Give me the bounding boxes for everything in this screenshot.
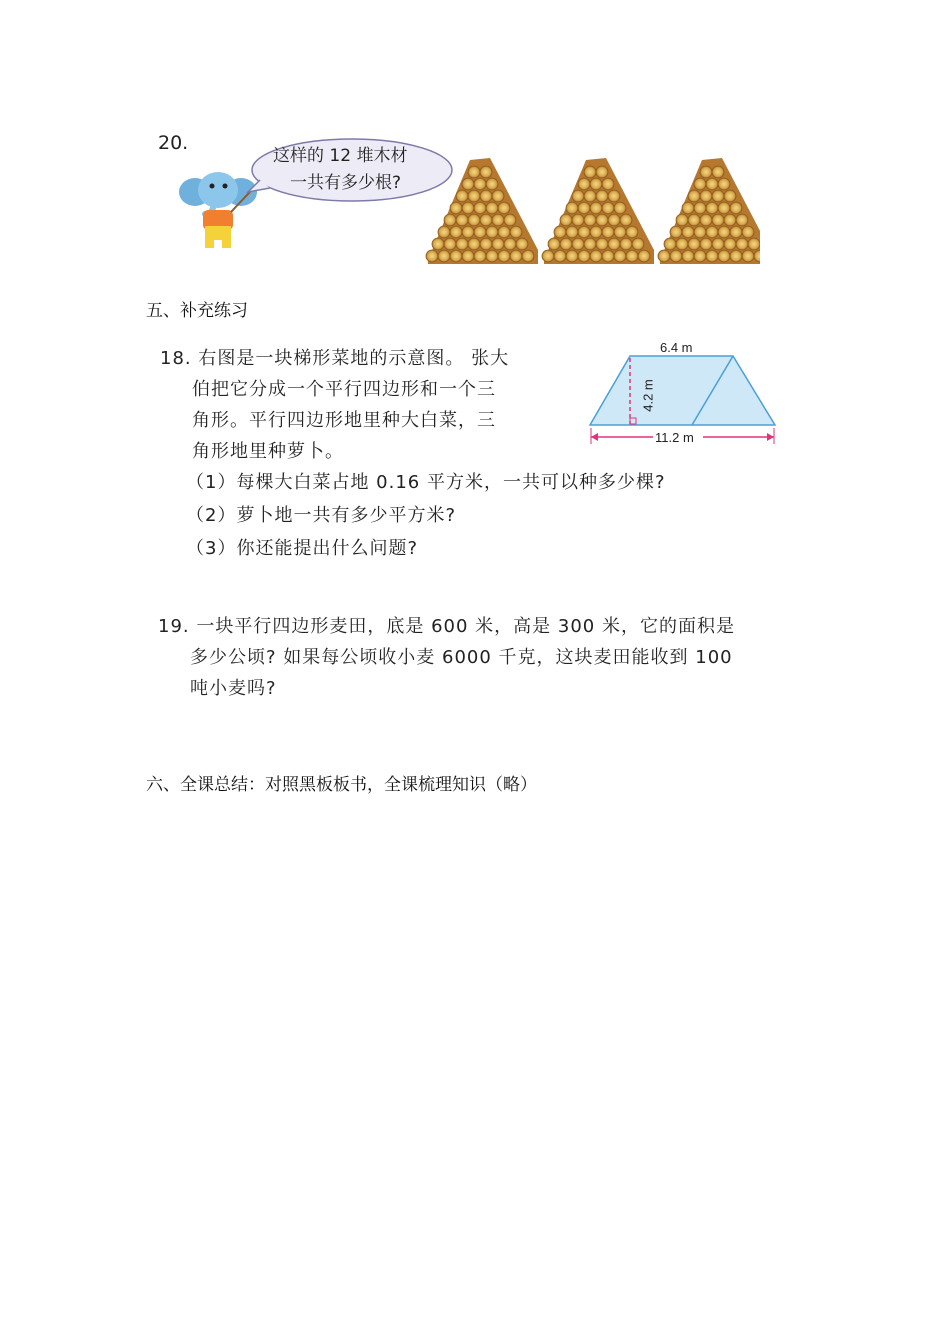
top-dimension-label: 6.4 m	[660, 340, 693, 355]
section-5-heading: 五、补充练习	[146, 301, 248, 321]
problem-18-line-4: 角形地里种萝卜。	[192, 441, 344, 462]
bubble-line-1: 这样的 12 堆木材	[273, 146, 408, 166]
bottom-dimension-label: 11.2 m	[655, 430, 694, 445]
problem-18-line-2: 伯把它分成一个平行四边形和一个三	[192, 379, 496, 400]
section-6-heading: 六、全课总结：对照黑板板书，全课梳理知识（略）	[146, 775, 537, 795]
problem-18-question-1: （1）每棵大白菜占地 0.16 平方米，一共可以种多少棵?	[186, 472, 666, 493]
wood-piles-illustration	[420, 150, 760, 268]
problem-19-line-2: 多少公顷? 如果每公顷收小麦 6000 千克，这块麦田能收到 100	[190, 647, 733, 668]
bubble-line-2: 一共有多少根?	[290, 173, 402, 193]
problem-19-line-1: 19. 一块平行四边形麦田，底是 600 米，高是 300 米，它的面积是	[158, 616, 735, 637]
problem-19-line-3: 吨小麦吗?	[190, 678, 277, 699]
problem-18-question-2: （2）萝卜地一共有多少平方米?	[186, 505, 457, 526]
problem-18-question-3: （3）你还能提出什么问题?	[186, 538, 419, 559]
problem-20-number: 20.	[158, 132, 189, 154]
trapezoid-shape	[590, 356, 775, 425]
wood-pile	[426, 158, 538, 264]
problem-18-line-3: 角形。平行四边形地里种大白菜，三	[192, 410, 496, 431]
problem-18-line-1: 18. 右图是一块梯形菜地的示意图。 张大	[160, 348, 510, 369]
height-dimension-label: 4.2 m	[640, 379, 656, 412]
